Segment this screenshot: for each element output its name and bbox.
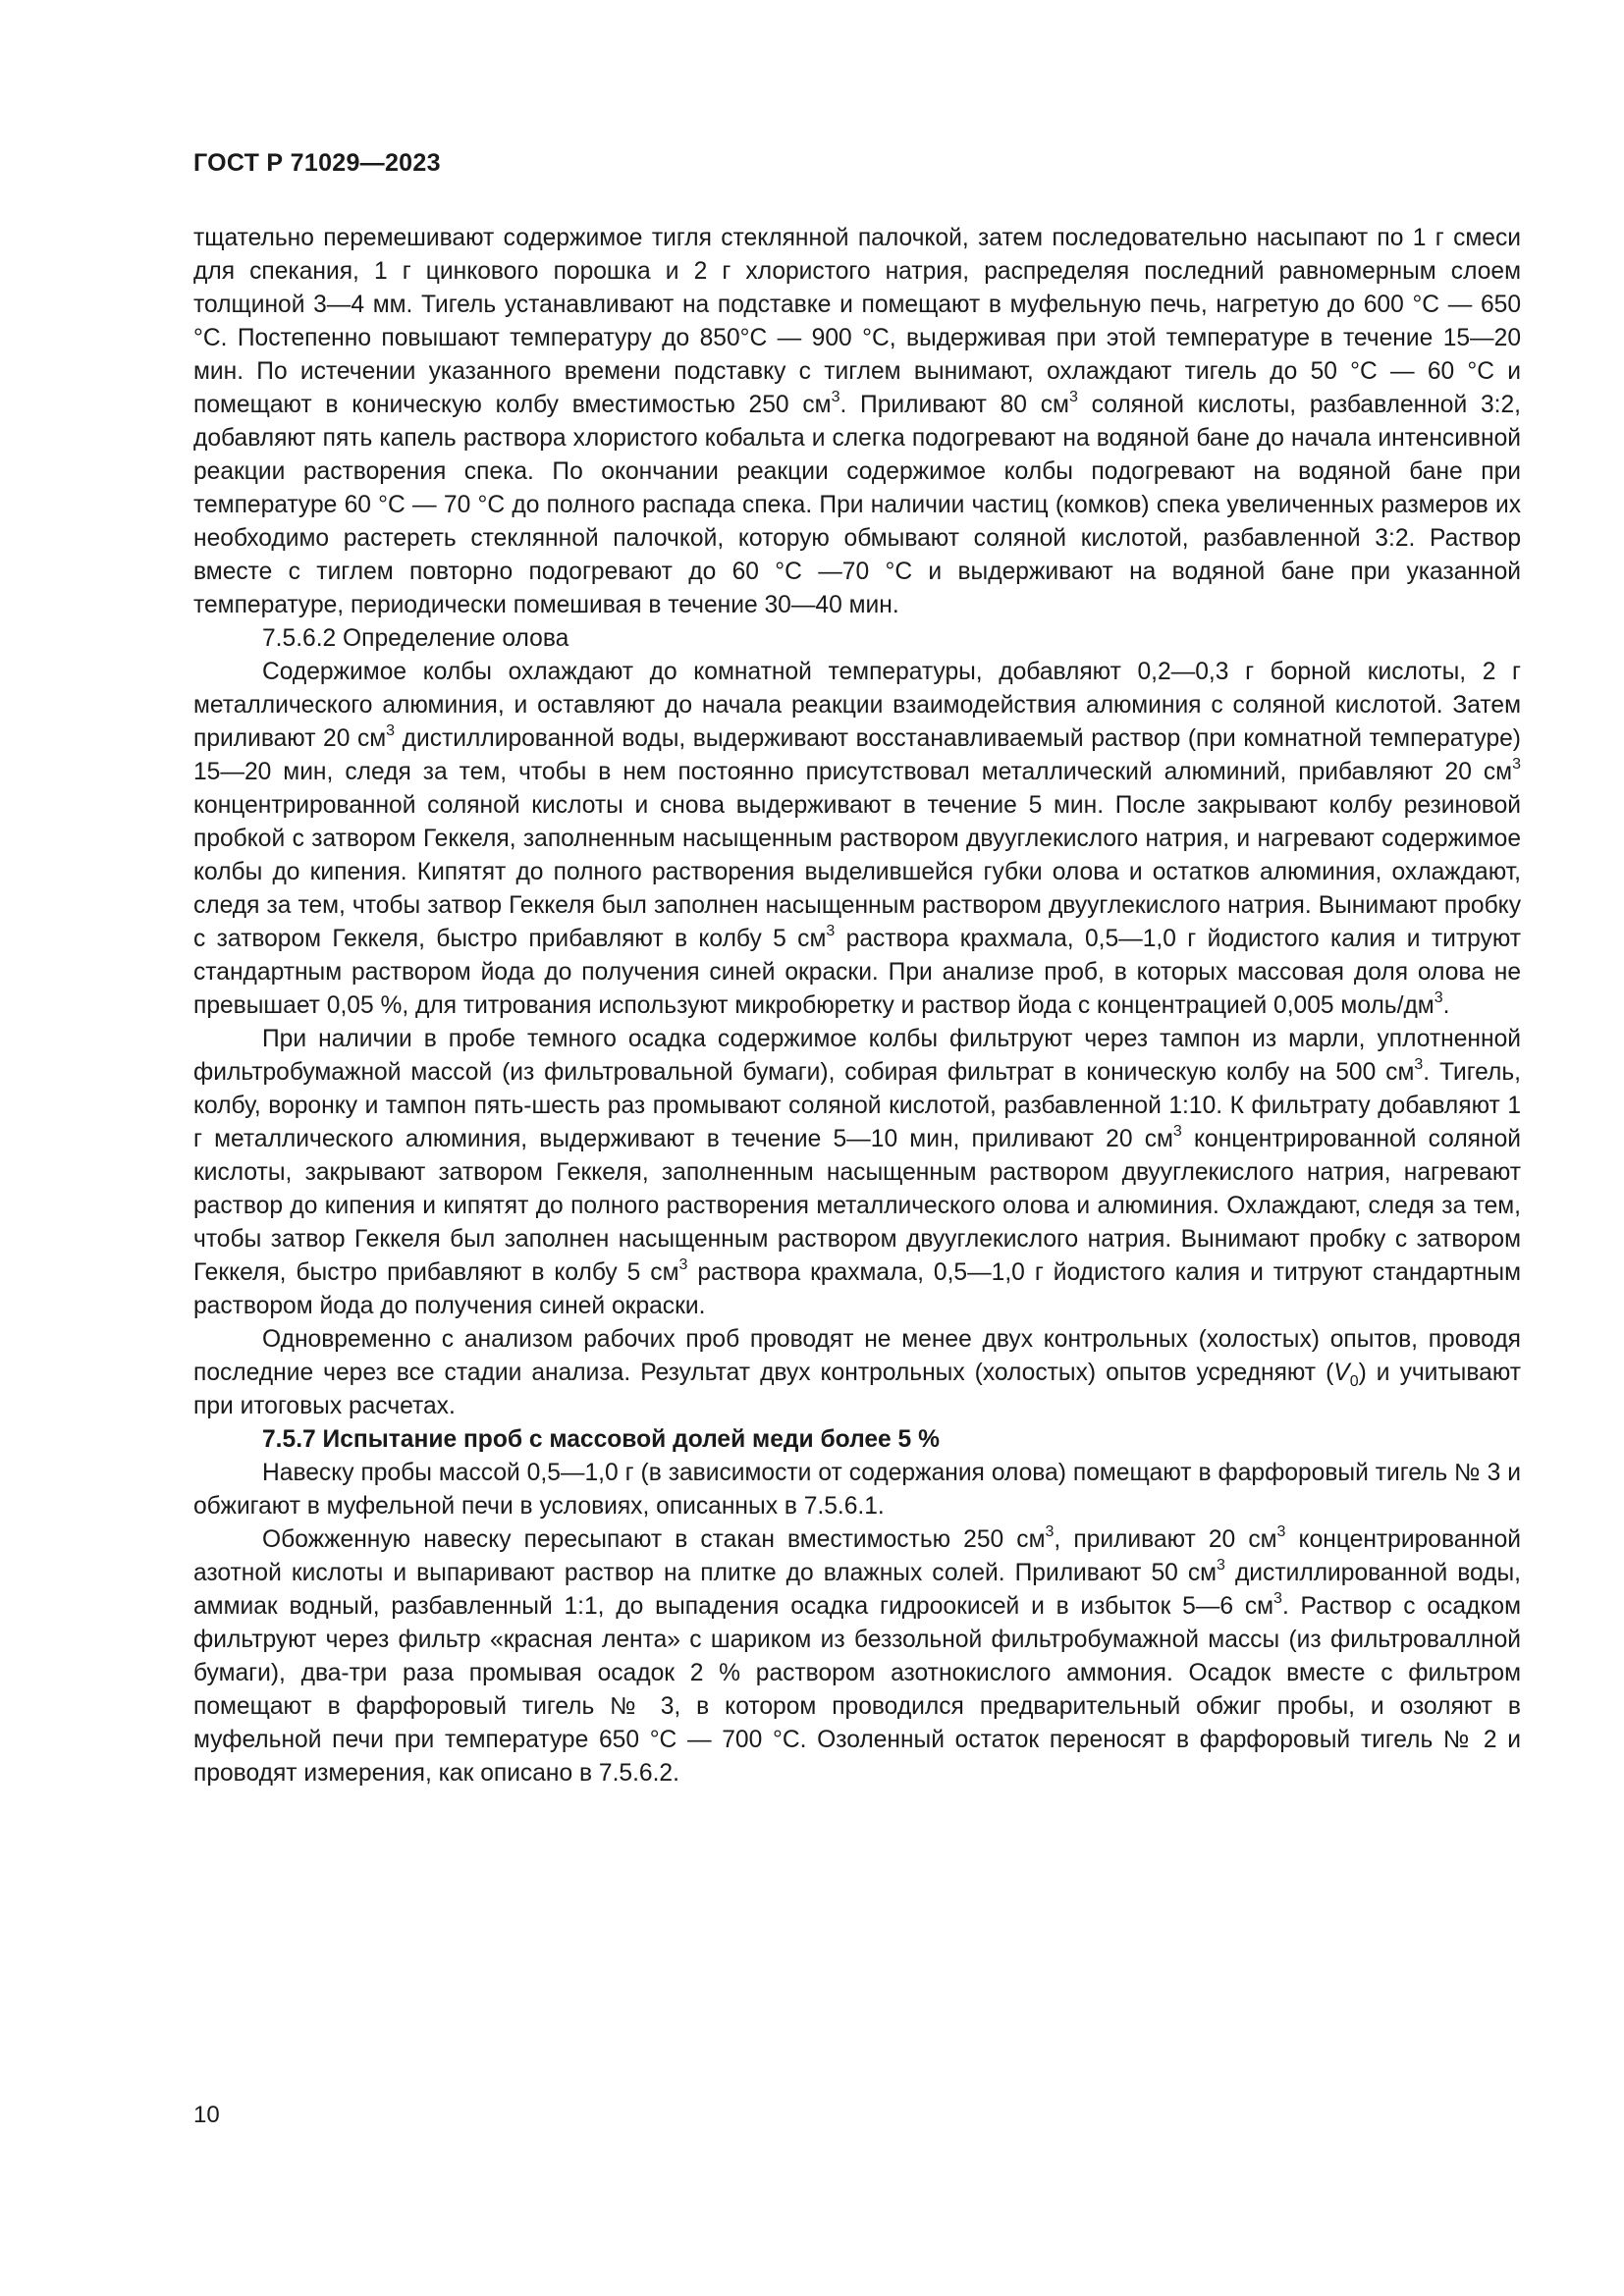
paragraph-dark-precipitate bbox=[193, 1023, 1521, 1323]
text-run: концентрированной соляной кислоты, закрывают затвором Геккеля, заполненным насыщенным раствором двууглекислого натрия, нагревают раствор до кипения и кипятят до полного растворения металлического олова и алюминия. Охлаждают, следя за тем, чтобы затвор Геккеля был заполнен насыщенным раствором двууглекислого натрия. Вынимают пробку с затвором Геккеля, быстро прибавляют в колбу 5 см bbox=[193, 1126, 1521, 1286]
variable-v: V bbox=[1333, 1360, 1350, 1386]
text-run: концентрированной соляной кислоты и снова выдерживают в течение 5 мин. После закрывают колбу резиновой пробкой с затвором Геккеля, заполненным насыщенным раствором двууглекислого натрия, и нагревают содержимое колбы до кипения. Кипятят до полного растворения выделившейся губки олова и остатков алюминия, охлаждают, следя за тем, чтобы затвор Геккеля был заполнен насыщенным раствором двууглекислого натрия. Вынимают пробку с затвором Геккеля, быстро прибавляют в колбу 5 см bbox=[193, 792, 1521, 952]
text-run: соляной кислоты, разбавленной 3:2, добавляют пять капель раствора хлористого кобальта и слегка подогревают на водяной бане до начала интенсивной реакции растворения спека. По окончании реакции содержимое колбы подогревают на водяной бане при температуре 60 °С — 70 °С до полного распада спека. При наличии частиц (комков) спека увеличенных размеров их необходимо растереть стеклянной палочкой, которую обмывают соляной кислотой, разбавленной 3:2. Раствор вместе с тиглем повторно подогревают до 60 °С —70 °С и выдерживают на водяной бане при указанной температуре, периодически помешивая в течение 30—40 мин. bbox=[193, 392, 1522, 618]
text-run: ) и учитывают при итоговых расчетах. bbox=[193, 1360, 1521, 1419]
subscript: 0 bbox=[1349, 1372, 1359, 1390]
paragraph-calcined-sample bbox=[193, 1523, 1521, 1790]
text-run: Содержимое колбы охлаждают до комнатной температуры, добавляют 0,2—0,3 г борной кислоты, 2 г металлического алюминия, и оставляют до начала реакции взаимодействия алюминия с соляной кислотой. Затем приливают 20 см bbox=[193, 659, 1521, 752]
paragraph-blank-tests bbox=[193, 1323, 1521, 1423]
superscript: 3 bbox=[1414, 1055, 1424, 1073]
superscript: 3 bbox=[1172, 1122, 1182, 1140]
text-run: дистиллированной воды, выдерживают восстанавливаемый раствор (при комнатной температуре) 15—20 мин, следя за тем, чтобы в нем постоянно присутствовал металлический алюминий, прибавляют 20 см bbox=[193, 725, 1521, 785]
superscript: 3 bbox=[1276, 1522, 1286, 1540]
text-run: . Приливают 80 см bbox=[839, 392, 1069, 418]
superscript: 3 bbox=[1434, 988, 1443, 1006]
text-run: , приливают 20 см bbox=[1054, 1526, 1277, 1553]
superscript: 3 bbox=[1273, 1589, 1282, 1607]
superscript: 3 bbox=[1045, 1522, 1055, 1540]
superscript: 3 bbox=[386, 721, 396, 739]
text-run: дистиллированной воды, аммиак водный, разбавленный 1:1, до выпадения осадка гидроокисей и в избыток 5—6 см bbox=[193, 1560, 1521, 1620]
section-heading-7-5-6-2: 7.5.6.2 Определение олова bbox=[262, 625, 569, 652]
paragraph-tin-determination bbox=[193, 656, 1521, 1023]
document-body bbox=[193, 222, 1521, 1790]
text-run: . Раствор с осадком фильтруют через фильтр «красная лента» с шариком из беззольной фильтробумажной массы (из фильтроваллной бумаги), два-три раза промывая осадок 2 % раствором азотнокислого аммония. Осадок вместе с фильтром помещают в фарфоровый тигель № 3, в котором проводился предварительный обжиг пробы, и озоляют в муфельной печи при температуре 650 °С — 700 °С. Озоленный остаток переносят в фарфоровый тигель № 2 и проводят измерения, как описано в 7.5.6.2. bbox=[193, 1593, 1521, 1787]
superscript: 3 bbox=[1068, 388, 1078, 405]
text-run: раствора крахмала, 0,5—1,0 г йодистого калия и титруют стандартным раствором йода до получения синей окраски. bbox=[193, 1259, 1521, 1319]
superscript: 3 bbox=[1512, 755, 1521, 773]
text-run: При наличии в пробе темного осадка содержимое колбы фильтруют через тампон из марли, уплотненной фильтробумажной массой (из фильтровальной бумаги), собирая фильтрат в коническую колбу на 500 см bbox=[193, 1026, 1521, 1086]
text-run: . bbox=[1442, 992, 1450, 1019]
text-run: раствора крахмала, 0,5—1,0 г йодистого калия и титруют стандартным раствором йода до получения синей окраски. При анализе проб, в которых массовая доля олова не превышает 0,05 %, для титрования используют микробюретку и раствор йода с концентрацией 0,005 моль/дм bbox=[193, 926, 1521, 1019]
document-header: ГОСТ Р 71029—2023 bbox=[193, 149, 441, 177]
superscript: 3 bbox=[678, 1255, 688, 1273]
text-run: Одновременно с анализом рабочих проб проводят не менее двух контрольных (холостых) опытов, проводя последние через все стадии анализа. Результат двух контрольных (холостых) опытов усредняют ( bbox=[193, 1326, 1521, 1386]
superscript: 3 bbox=[831, 388, 840, 405]
text-run: . Тигель, колбу, воронку и тампон пять-шесть раз промывают соляной кислотой, разбавленной 1:10. К фильтрату добавляют 1 г металлического алюминия, выдерживают в течение 5—10 мин, приливают 20 см bbox=[193, 1059, 1521, 1152]
paragraph-sample-weighing: Навеску пробы массой 0,5—1,0 г (в зависимости от содержания олова) помещают в фарфоровый тигель № 3 и обжигают в муфельной печи в условиях, описанных в 7.5.6.1. bbox=[193, 1460, 1521, 1520]
section-heading-7-5-7: 7.5.7 Испытание проб с массовой долей меди более 5 % bbox=[262, 1426, 940, 1453]
text-run: Обожженную навеску пересыпают в стакан вместимостью 250 см bbox=[262, 1526, 1046, 1553]
text-run: тщательно перемешивают содержимое тигля стеклянной палочкой, затем последовательно насыпают по 1 г смеси для спекания, 1 г цинкового порошка и 2 г хлористого натрия, распределяя последний равномерным слоем толщиной 3—4 мм. Тигель устанавливают на подставке и помещают в муфельную печь, нагретую до 600 °С — 650 °С. Постепенно повышают температуру до 850°С — 900 °С, выдерживая при этой температуре в течение 15—20 мин. По истечении указанного времени подставку с тиглем вынимают, охлаждают тигель до 50 °С — 60 °С и помещают в коническую колбу вместимостью 250 см bbox=[193, 225, 1521, 418]
superscript: 3 bbox=[1217, 1556, 1225, 1574]
paragraph-crucible-sintering bbox=[193, 222, 1521, 622]
text-run: концентрированной азотной кислоты и выпаривают раствор на плитке до влажных солей. Приливают 50 см bbox=[193, 1526, 1521, 1586]
page-number: 10 bbox=[193, 2102, 220, 2128]
superscript: 3 bbox=[826, 922, 836, 939]
